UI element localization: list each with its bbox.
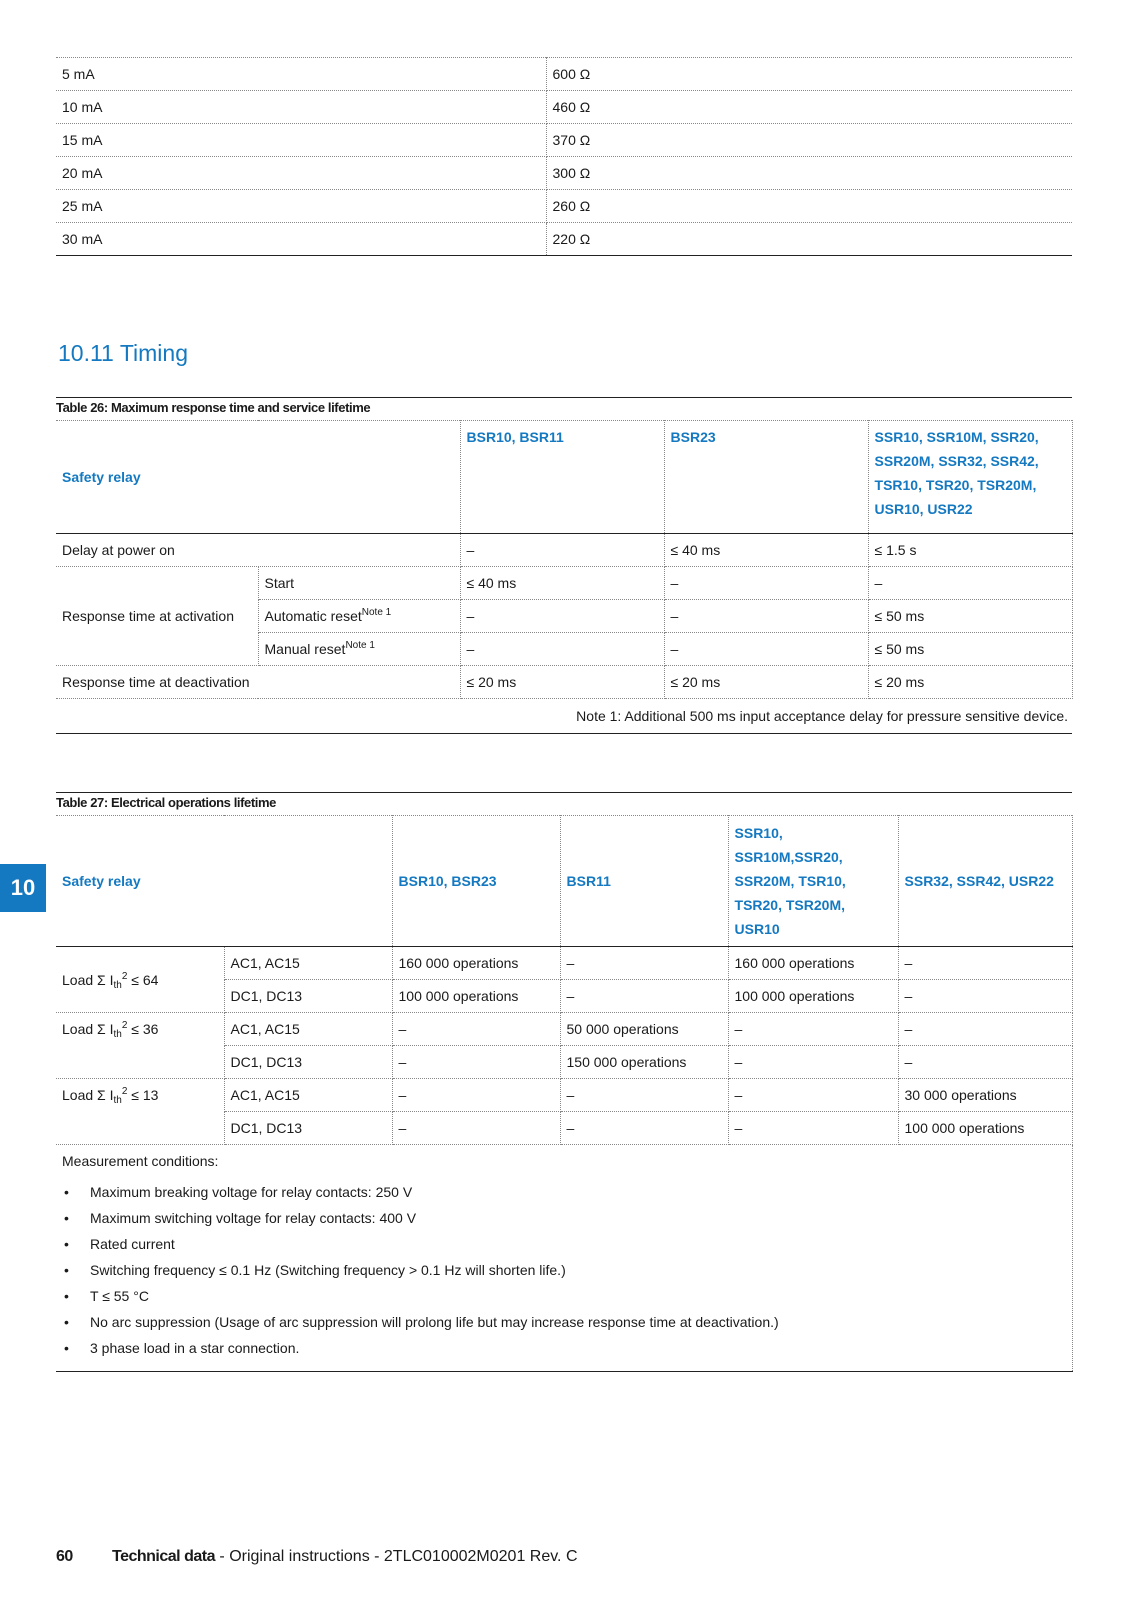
load-type: DC1, DC13: [224, 980, 392, 1013]
resistance-cell: 220 Ω: [546, 223, 1072, 256]
table-row: [56, 223, 1072, 256]
table-row: [56, 190, 1072, 223]
value-cell: –: [460, 633, 664, 666]
header-line: SSR10, SSR10M, SSR20,: [874, 429, 1039, 445]
load-sub: th: [113, 979, 122, 991]
value-cell: 100 000 operations: [728, 980, 898, 1013]
table-row: [56, 666, 1072, 699]
load-sub: th: [113, 1029, 122, 1040]
page-number: 60: [56, 1548, 73, 1565]
value-cell: –: [728, 1112, 898, 1145]
header-safety-relay: Safety relay: [56, 816, 392, 947]
value-cell: ≤ 50 ms: [868, 633, 1072, 666]
table-row: [56, 534, 1072, 567]
load-prefix: Load Σ I: [62, 1021, 114, 1037]
chapter-tab: 10: [0, 864, 46, 912]
resistance-cell: 370 Ω: [546, 124, 1072, 157]
current-cell: 25 mA: [56, 190, 546, 223]
load-prefix: Load Σ I: [62, 971, 114, 988]
header-ssr-group: [728, 816, 898, 947]
label-text: Automatic reset: [264, 608, 362, 624]
header-bsr11: BSR11: [560, 816, 728, 947]
value-cell: –: [664, 633, 868, 666]
load-label: [56, 1079, 224, 1145]
value-cell: 100 000 operations: [392, 980, 560, 1013]
header-line: SSR10,: [734, 825, 783, 841]
current-cell: 20 mA: [56, 157, 546, 190]
table-26-caption: Table 26: Maximum response time and service lifetime: [56, 397, 1072, 415]
list-item: • Maximum breaking voltage for relay contacts: 250 V: [62, 1179, 1066, 1205]
resistance-cell: 300 Ω: [546, 157, 1072, 190]
value-cell: –: [560, 980, 728, 1013]
table-row: [56, 1013, 1072, 1046]
value-cell: 160 000 operations: [728, 947, 898, 980]
header-ssr32-group: SSR32, SSR42, USR22: [898, 816, 1072, 947]
load-prefix: Load Σ I: [62, 1087, 114, 1103]
header-line: USR10, USR22: [874, 501, 973, 517]
load-label: [56, 1013, 224, 1079]
header-bsr10-bsr11: BSR10, BSR11: [460, 421, 664, 534]
value-cell: –: [898, 980, 1072, 1013]
table-row: [56, 58, 1072, 91]
list-item: • Maximum switching voltage for relay contacts: 400 V: [62, 1205, 1066, 1231]
load-limit: ≤ 13: [131, 1087, 159, 1103]
header-bsr10-bsr23: BSR10, BSR23: [392, 816, 560, 947]
header-line: TSR10, TSR20, TSR20M,: [874, 477, 1037, 493]
operations-lifetime-table: [56, 815, 1073, 1372]
sub-label-automatic-reset: [258, 600, 460, 633]
value-cell: –: [898, 947, 1072, 980]
page-footer: [56, 1548, 578, 1566]
value-cell: –: [664, 567, 868, 600]
list-item: • Rated current: [62, 1231, 1066, 1257]
resistance-table: [56, 57, 1072, 256]
table-27-caption: Table 27: Electrical operations lifetime: [56, 792, 1072, 810]
value-cell: –: [898, 1046, 1072, 1079]
row-label-deactivation: Response time at deactivation: [56, 666, 460, 699]
current-cell: 5 mA: [56, 58, 546, 91]
table-row: [56, 567, 1072, 600]
footer-doc-ref: - Original instructions - 2TLC010002M0201 Rev. C: [214, 1548, 578, 1565]
table-header-row: [56, 421, 1072, 534]
value-cell: –: [728, 1013, 898, 1046]
table-note: Note 1: Additional 500 ms input acceptance delay for pressure sensitive device.: [576, 708, 1069, 724]
table-row: [56, 157, 1072, 190]
resistance-cell: 460 Ω: [546, 91, 1072, 124]
measurement-title: Measurement conditions:: [62, 1153, 219, 1169]
measurement-conditions: [56, 1145, 1072, 1372]
conditions-list: [62, 1179, 1066, 1361]
table-header-row: [56, 816, 1072, 947]
row-label-activation: Response time at activation: [56, 567, 258, 666]
load-sup: 2: [121, 1020, 128, 1031]
load-label: [56, 947, 224, 1013]
value-cell: ≤ 20 ms: [664, 666, 868, 699]
timing-table: [56, 420, 1073, 734]
load-sup: 2: [121, 1086, 128, 1097]
value-cell: –: [664, 600, 868, 633]
header-ssr-group: [868, 421, 1072, 534]
value-cell: –: [392, 1079, 560, 1112]
list-item: • 3 phase load in a star connection.: [62, 1335, 1066, 1361]
measurement-row: [56, 1145, 1072, 1372]
value-cell: –: [728, 1079, 898, 1112]
sub-label-manual-reset: [258, 633, 460, 666]
value-cell: ≤ 40 ms: [664, 534, 868, 567]
header-safety-relay: Safety relay: [56, 421, 460, 534]
current-cell: 30 mA: [56, 223, 546, 256]
header-line: SSR20M, SSR32, SSR42,: [874, 453, 1039, 469]
table-row: [56, 947, 1072, 980]
table-note-row: [56, 699, 1072, 734]
label-text: Manual reset: [264, 641, 346, 657]
note-ref: Note 1: [345, 640, 375, 651]
value-cell: –: [460, 600, 664, 633]
current-cell: 10 mA: [56, 91, 546, 124]
load-type: AC1, AC15: [224, 1013, 392, 1046]
load-type: AC1, AC15: [224, 947, 392, 980]
value-cell: 160 000 operations: [392, 947, 560, 980]
value-cell: –: [392, 1046, 560, 1079]
header-line: USR10: [734, 921, 780, 937]
section-heading: 10.11 Timing: [58, 340, 188, 366]
load-type: DC1, DC13: [224, 1046, 392, 1079]
header-bsr23: BSR23: [664, 421, 868, 534]
value-cell: –: [560, 1112, 728, 1145]
value-cell: 50 000 operations: [560, 1013, 728, 1046]
header-line: SSR20M, TSR10,: [734, 873, 846, 889]
header-line: SSR10M,SSR20,: [734, 849, 843, 865]
list-item: • No arc suppression (Usage of arc suppression will prolong life but may increase response time at deactivation.): [62, 1309, 1066, 1335]
value-cell: ≤ 40 ms: [460, 567, 664, 600]
value-cell: –: [560, 947, 728, 980]
value-cell: 30 000 operations: [898, 1079, 1072, 1112]
note-ref: Note 1: [361, 607, 392, 618]
sub-label-start: Start: [258, 567, 460, 600]
table-row: [56, 1079, 1072, 1112]
resistance-cell: 260 Ω: [546, 190, 1072, 223]
table-row: [56, 124, 1072, 157]
value-cell: –: [392, 1112, 560, 1145]
value-cell: 100 000 operations: [898, 1112, 1072, 1145]
load-type: DC1, DC13: [224, 1112, 392, 1145]
header-line: TSR20, TSR20M,: [734, 897, 845, 913]
table-row: [56, 91, 1072, 124]
value-cell: ≤ 1.5 s: [868, 534, 1072, 567]
load-type: AC1, AC15: [224, 1079, 392, 1112]
value-cell: 150 000 operations: [560, 1046, 728, 1079]
value-cell: –: [460, 534, 664, 567]
value-cell: –: [868, 567, 1072, 600]
load-limit: ≤ 36: [131, 1021, 159, 1037]
load-sup: 2: [121, 970, 128, 982]
value-cell: –: [392, 1013, 560, 1046]
row-label-delay: Delay at power on: [56, 534, 460, 567]
list-item: • Switching frequency ≤ 0.1 Hz (Switching frequency > 0.1 Hz will shorten life.): [62, 1257, 1066, 1283]
resistance-cell: 600 Ω: [546, 58, 1072, 91]
value-cell: –: [728, 1046, 898, 1079]
load-sub: th: [113, 1095, 122, 1106]
list-item: • T ≤ 55 °C: [62, 1283, 1066, 1309]
footer-section: Technical data: [112, 1548, 215, 1565]
value-cell: ≤ 20 ms: [460, 666, 664, 699]
value-cell: –: [898, 1013, 1072, 1046]
current-cell: 15 mA: [56, 124, 546, 157]
value-cell: ≤ 20 ms: [868, 666, 1072, 699]
value-cell: ≤ 50 ms: [868, 600, 1072, 633]
value-cell: –: [560, 1079, 728, 1112]
load-limit: ≤ 64: [131, 971, 159, 988]
